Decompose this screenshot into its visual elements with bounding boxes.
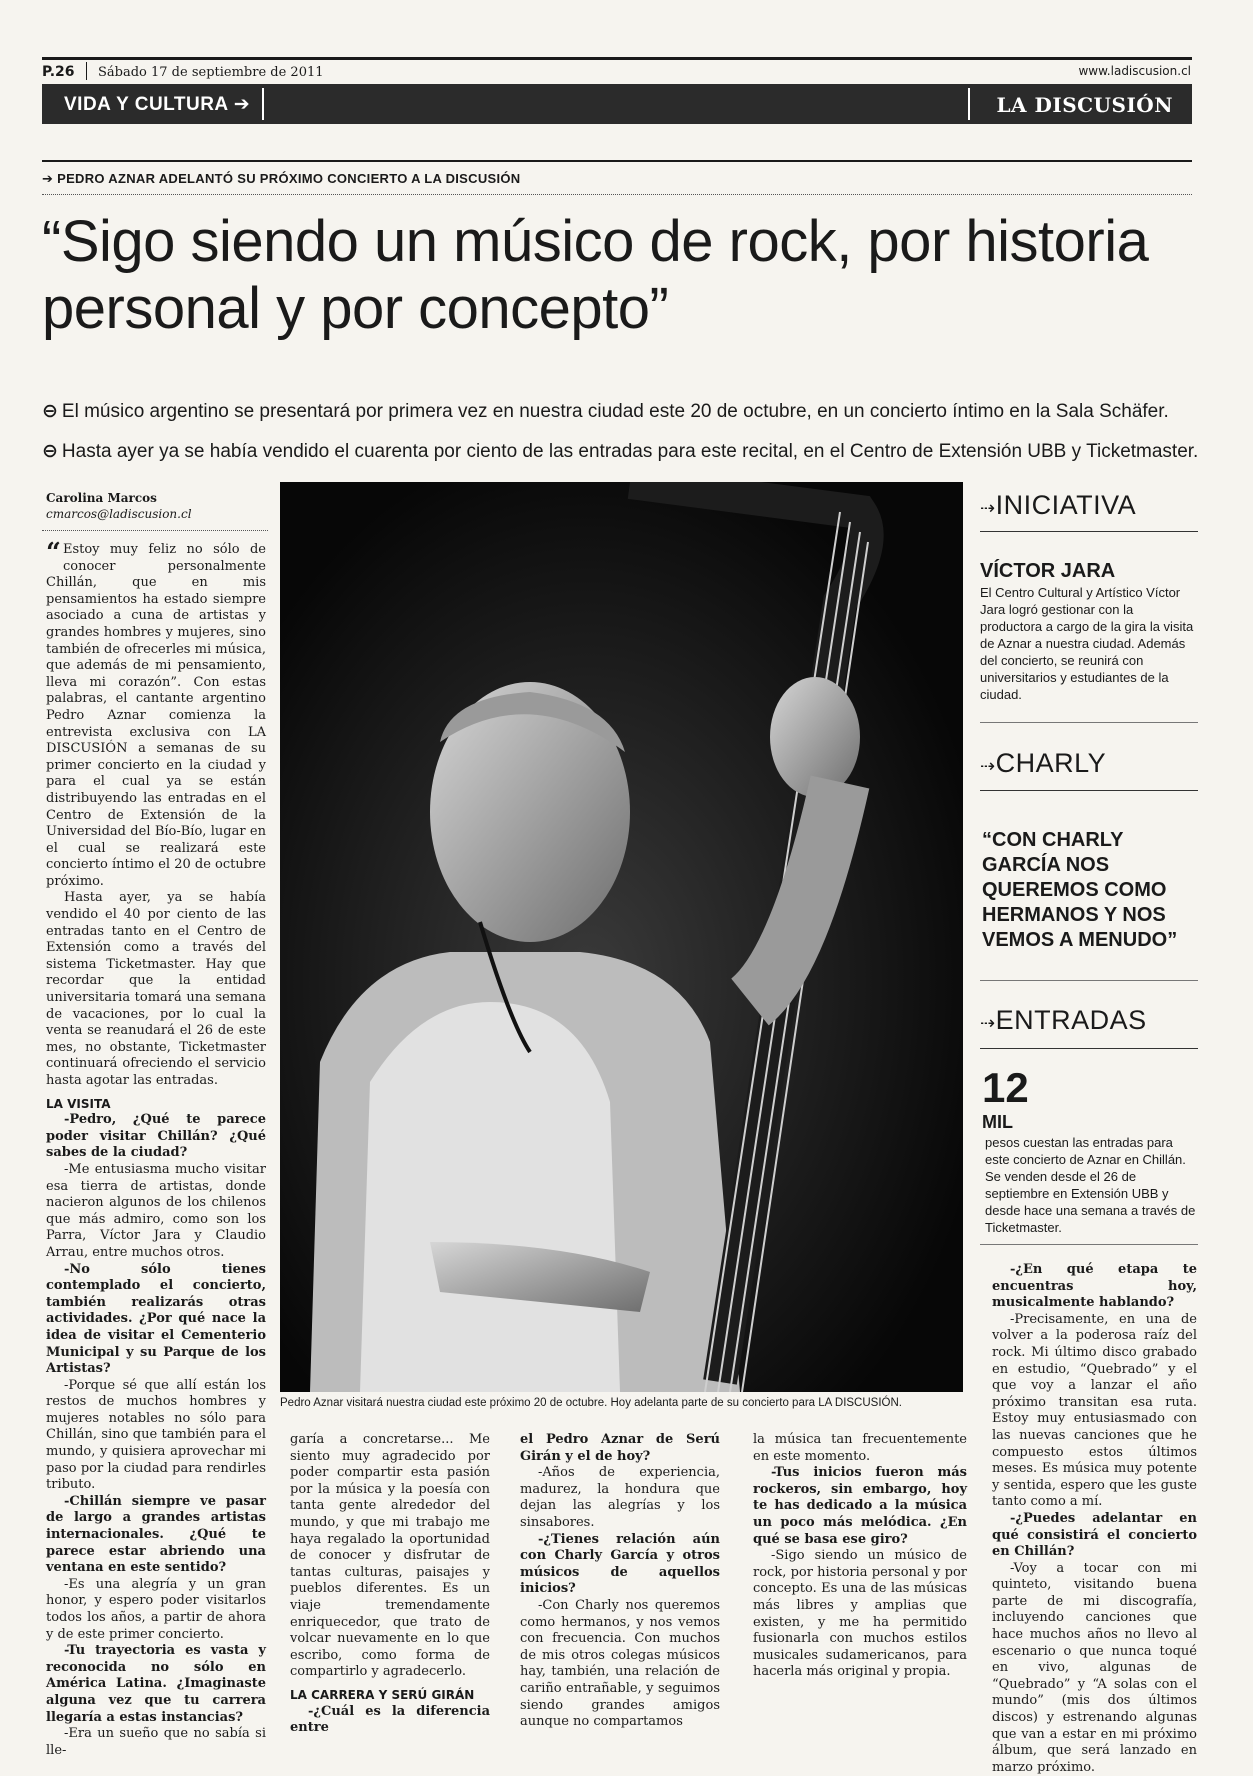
- dotted-arrow-icon: ⇢: [980, 756, 996, 776]
- open-quote-mark: “: [46, 538, 61, 568]
- byline-rule: [42, 530, 268, 531]
- bar-divider: [262, 88, 264, 120]
- section-name: VIDA Y CULTURA ➔: [64, 94, 251, 115]
- masthead: LA DISCUSIÓN: [996, 93, 1173, 117]
- sidebar-divider: [980, 722, 1198, 723]
- deck-line: ⊖ Hasta ayer ya se había vendido el cuarenta por ciento de las entradas para este recital, en el Centro de Extensión UBB y Ticketmaster.: [42, 441, 1199, 462]
- sidebar-rule: [980, 1048, 1198, 1049]
- dotted-arrow-icon: ⇢: [980, 1013, 996, 1033]
- bassist-photo-illustration: [280, 482, 963, 1392]
- website-url: www.ladiscusion.cl: [1078, 64, 1191, 78]
- text-column-4: la música tan frecuentemente en este momento. -Tus inicios fueron más rockeros, sin embargo, hoy te has dedicado a la música un poco más melódica. ¿En qué se basa ese giro? -Sigo siendo un músico de rock, por historia personal y por concepto. Es una de las músicas más libres y amplias que existen, y me ha permitido fusionarla con muchos estilos musicales sudamericanos, para hacerla más original y propia.: [753, 1432, 967, 1680]
- issue-date: Sábado 17 de septiembre de 2011: [98, 65, 324, 80]
- ticket-price-number: 12: [982, 1064, 1029, 1111]
- ticket-info-text: pesos cuestan las entradas para este concierto de Aznar en Chillán. Se venden desde el 26 de septiembre en Extensión UBB y desde hace una semana a través de Ticketmaster.: [985, 1135, 1196, 1235]
- sidebar-name: VÍCTOR JARA: [980, 560, 1116, 582]
- sidebar-heading-iniciativa: ⇢INICIATIVA: [980, 490, 1137, 520]
- circle-arrow-icon: ⊖: [42, 441, 58, 462]
- byline-name: Carolina Marcos: [46, 491, 157, 505]
- headline: “Sigo siendo un músico de rock, por historia personal y por concepto”: [42, 209, 1149, 341]
- byline-email: cmarcos@ladiscusion.cl: [46, 507, 192, 521]
- ticket-price-unit: MIL: [982, 1112, 1013, 1132]
- circle-arrow-icon: ⊖: [42, 401, 58, 422]
- kicker-rule: [42, 160, 1192, 162]
- dotted-arrow-icon: ⇢: [980, 498, 996, 518]
- top-rule: [42, 57, 1192, 60]
- text-column-2: garía a concretarse... Me siento muy agradecido por poder compartir esta pasión por la música y la poesía con tanta gente alrededor del mundo, y que mi trabajo me haya regalado la oportunidad de conocer y disfrutar de tantas culturas, paisajes y pueblos diferentes. Es un viaje tremendamente enriquecedor, que trato de volcar nuevamente en lo que escribo, como forma de compartirlo y agradecerlo. LA CARRERA Y SERÚ GIRÁN -¿Cuál es la diferencia entre: [290, 1432, 490, 1736]
- text-column-3: el Pedro Aznar de Serú Girán y el de hoy? -Años de experiencia, madurez, la hondura que dejan las alegrías y los sinsabores. -¿Tienes relación aún con Charly García y otros músicos de aquellos inicios? -Con Charly nos queremos como hermanos, y nos vemos con frecuencia. Con muchos de mis otros colegas músicos hay, también, una relación de cariño entrañable, y seguimos siendo grandes amigos aunque no compartamos: [520, 1432, 720, 1730]
- pull-quote: “CON CHARLY GARCÍA NOS QUEREMOS COMO HERMANOS Y NOS VEMOS A MENUDO”: [982, 829, 1178, 951]
- article-photo: [280, 482, 963, 1392]
- dotted-rule: [42, 194, 1192, 195]
- sidebar-heading-entradas: ⇢ENTRADAS: [980, 1005, 1147, 1035]
- subheading: LA VISITA: [46, 1096, 111, 1111]
- kicker: ➔ PEDRO AZNAR ADELANTÓ SU PRÓXIMO CONCIERTO A LA DISCUSIÓN: [42, 171, 521, 186]
- photo-caption: Pedro Aznar visitará nuestra ciudad este próximo 20 de octubre. Hoy adelanta parte de su concierto para LA DISCUSIÓN.: [280, 1397, 902, 1409]
- arrow-right-icon: ➔: [42, 171, 58, 186]
- sidebar-rule: [980, 790, 1198, 791]
- deck-line: ⊖ El músico argentino se presentará por primera vez en nuestra ciudad este 20 de octubre, en un concierto íntimo en la Sala Schäfer.: [42, 401, 1169, 422]
- sidebar-divider: [980, 1244, 1198, 1245]
- arrow-right-icon: ➔: [233, 94, 251, 115]
- sidebar-rule: [980, 531, 1198, 532]
- header-divider: [86, 62, 87, 80]
- bar-divider: [968, 88, 970, 120]
- sidebar-text: El Centro Cultural y Artístico Víctor Jara logró gestionar con la productora a cargo de la gira la visita de Aznar a nuestra ciudad. Además del concierto, se reunirá con universitarios y estudiantes de la ciudad.: [980, 585, 1194, 702]
- page-number: P.26: [42, 64, 75, 80]
- text-column-1: “ Estoy muy feliz no sólo de conocer personalmente Chillán, que en mis pensamientos ha estado siempre asociado a cuna de artistas y grandes hombres y mujeres, sino también de ofrecerles mi música, que además de mi pensamiento, lleva mi corazón”. Con estas palabras, el cantante argentino Pedro Aznar comienza la entrevista exclusiva con LA DISCUSIÓN a semanas de su primer concierto en la ciudad y para el cual ya se están distribuyendo las entradas en el Centro de Extensión de la Universidad del Bío-Bío, lugar en el cual se realizará este concierto íntimo el 20 de octubre próximo. Hasta ayer, ya se había vendido el 40 por ciento de las entradas tanto en el Centro de Extensión como a través del sistema Ticketmaster. Hay que recordar que la entidad universitaria tomará una semana de vacaciones, por lo cual la venta se reanudará el 26 de este mes, no obstante, Ticketmaster continuará ofreciendo el servicio hasta agotar las entradas. LA VISITA -Pedro, ¿Qué te parece poder visitar Chillán? ¿Qué sabes de la ciudad? -Me entusiasma mucho visitar esa tierra de artistas, donde nacieron algunos de los chilenos que más admiro, como son los Parra, Víctor Jara y Claudio Arrau, entre muchos otros. -No sólo tienes contemplado el concierto, también realizarás otras actividades. ¿Por qué nace la idea de visitar el Cementerio Municipal y su Parque de los Artistas? -Porque sé que allí están los restos de muchos hombres y mujeres notables no sólo para Chillán, sino que también para el mundo, y quisiera aprovechar mi paso por la ciudad para rendirles tributo. -Chillán siempre ve pasar de largo a grandes artistas internacionales. ¿Qué te parece estar abriendo una ventana en este sentido? -Es una alegría y un gran honor, y espero poder visitarlos todos los años, a partir de ahora y de este primer concierto. -Tu trayectoria es vasta y reconocida no sólo en América Latina. ¿Imaginaste alguna vez que tu carrera llegaría a estas instancias? -Era un sueño que no sabía si lle-: [46, 538, 266, 1758]
- text-column-5: -¿En qué etapa te encuentras hoy, musicalmente hablando? -Precisamente, en una de volver a la poderosa raíz del rock. Mi último disco grabado en estudio, “Quebrado” y el que voy a lanzar el año próximo transitan esa ruta. Estoy muy entusiasmado con las nuevas canciones que he compuesto estos últimos meses. Es música muy potente y sentida, espero que les guste tanto como a mí. -¿Puedes adelantar en qué consistirá el concierto en Chillán? -Voy a tocar con mi quinteto, visitando buena parte de mi discografía, incluyendo canciones que hace muchos años no llevo al escenario o que nunca toqué en vivo, algunas de “Quebrado” y “A solas con el mundo” (mis dos últimos discos) y estrenando algunas que van a estar en mi próximo álbum, que será lanzado en marzo próximo.: [992, 1262, 1197, 1775]
- sidebar-heading-charly: ⇢CHARLY: [980, 748, 1107, 778]
- subheading: LA CARRERA Y SERÚ GIRÁN: [290, 1687, 475, 1702]
- sidebar-divider: [980, 980, 1198, 981]
